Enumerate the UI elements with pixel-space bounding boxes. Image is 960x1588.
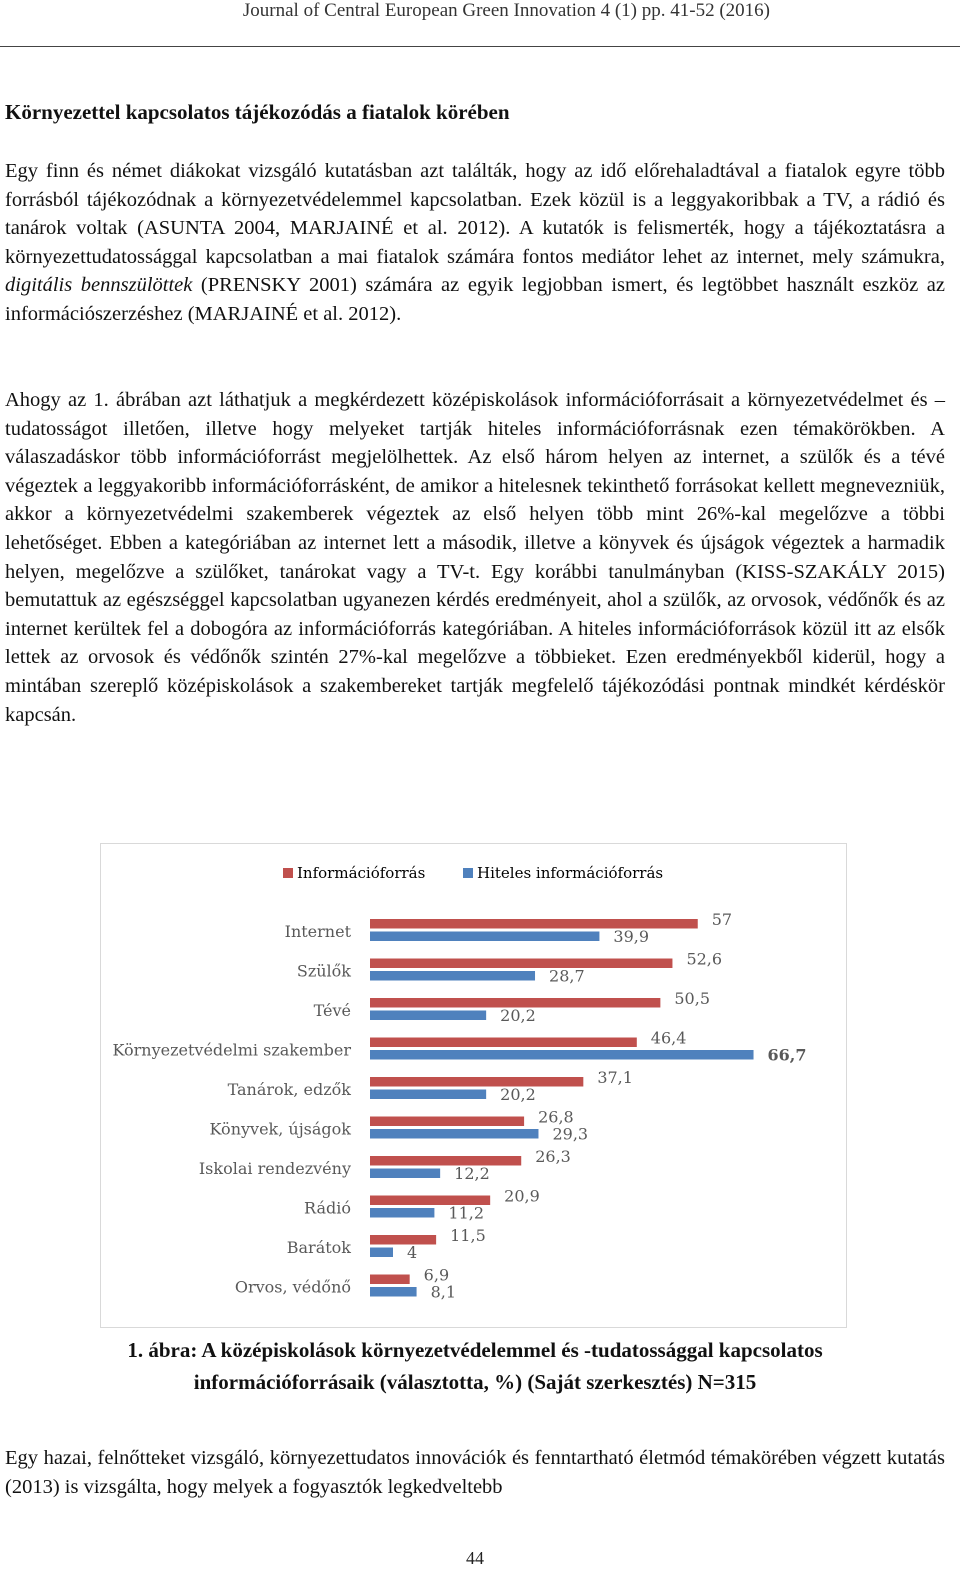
information-sources-bar-chart [100,843,847,1328]
chart-legend [283,864,663,882]
paragraph-3: Egy hazai, felnőtteket vizsgáló, környezettudatos innovációk és fenntartható életmód témakörében végzett kutatás (2013) is vizsgálta, hogy melyek a fogyasztók legkedveltebb [5,1447,945,1498]
data-label-information-source-baratok: 11,5 [450,1226,486,1245]
paragraph-1 [5,157,945,329]
bar-information-source-iskolai-rendezveny [370,1156,521,1166]
data-label-credible-source-konyvek-ujsagok: 29,3 [552,1124,589,1144]
data-label-information-source-konyvek-ujsagok: 26,8 [538,1107,574,1127]
data-label-credible-source-teve: 20,2 [500,1006,536,1025]
bar-information-source-tanarok-edzok [370,1077,583,1087]
data-label-credible-source-iskolai-rendezveny: 12,2 [454,1164,490,1183]
data-label-credible-source-tanarok-edzok: 20,2 [500,1085,536,1104]
legend-label-credible-source: Hiteles információforrás [477,864,664,882]
data-label-information-source-teve: 50,5 [674,989,710,1008]
bar-credible-source-baratok [370,1248,393,1258]
header-rule [0,46,960,47]
bar-credible-source-kornyezetvedelmi-szakember [370,1050,754,1060]
bar-credible-source-internet [370,932,599,942]
paragraph-1-part-b: (PRENSKY 2001) számára az egyik legjobban ismert, és legtöbbet használt eszköz az információszerzéshez (MARJAINÉ et al. 2012). [5,274,945,325]
data-label-information-source-iskolai-rendezveny: 26,3 [535,1147,571,1166]
bar-information-source-orvos-vedono [370,1275,410,1285]
category-label-szulok: Szülők [296,961,351,981]
data-label-information-source-orvos-vedono: 6,9 [423,1265,450,1285]
data-label-information-source-internet: 57 [711,910,733,929]
figure-caption [0,1334,950,1398]
data-label-information-source-tanarok-edzok: 37,1 [597,1068,633,1087]
journal-header: Journal of Central European Green Innovation 4 (1) pp. 41-52 (2016) [242,0,770,21]
data-label-credible-source-orvos-vedono: 8,1 [430,1282,457,1302]
legend-swatch-information-source [283,868,293,878]
paragraph-2: Ahogy az 1. ábrában azt láthatjuk a megkérdezett középiskolások információforrásait a környezetvédelmet és – tudatosságot illetően, illetve hogy melyeket tartják hiteles információforrásnak ezen témakörökben. A válaszadáskor több információforrást megjelölhettek. Az első három helyen az internet, a szülők és a tévé végeztek a leggyakoribb információforrásként, de amikor a hitelesnek tekinthető forrásokat kellett megnevezniük, akkor a környezetvédelmi szakemberek végeztek az első helyen több mint 26%-kal megelőzve a többi lehetőséget. Ebben a kategóriában az internet lett a második, illetve a könyvek és újságok végeztek a harmadik helyen, megelőzve a szülőket, tanárokat vagy a TV-t. Egy korábbi tanulmányban (KISS-SZAKÁLY 2015) bemutattuk az egészséggel kapcsolatban ugyanezen kérdés eredményeit, ahol a szülők, az orvosok, védőnők és az internet kerültek fel a dobogóra az információforrás kategóriában. A hiteles információforrások közül itt az elsők lettek az orvosok és védőnők szintén 27%-kal megelőzve a többieket. Ezen eredményekből kiderül, hogy a mintában szereplő középiskolások a szakembereket tartják megfelelő tájékozódási pontnak mindkét kérdéskör kapcsán. [5,389,945,726]
data-label-information-source-szulok: 52,6 [686,949,723,969]
bar-credible-source-konyvek-ujsagok [370,1129,538,1139]
legend-label-information-source: Információforrás [297,864,426,882]
bar-credible-source-teve [370,1011,486,1021]
bar-credible-source-iskolai-rendezveny [370,1169,440,1179]
category-label-konyvek-ujsagok: Könyvek, újságok [209,1119,351,1139]
category-label-iskolai-rendezveny: Iskolai rendezvény [198,1159,351,1178]
bar-credible-source-szulok [370,971,535,981]
chart-plot-area [112,910,806,1302]
page-header [0,0,960,46]
section-title: Környezettel kapcsolatos tájékozódás a fiatalok körében [5,100,510,124]
figure-caption-line-2: információforrásaik (választotta, %) (Saját szerkesztés) N=315 [193,1370,757,1394]
bar-information-source-szulok [370,959,672,969]
data-label-information-source-radio: 20,9 [504,1186,540,1206]
data-label-credible-source-kornyezetvedelmi-szakember: 66,7 [767,1045,807,1065]
category-label-internet: Internet [284,922,351,941]
bar-credible-source-radio [370,1208,434,1218]
paragraph-1-emphasis: digitális bennszülöttek [5,274,193,297]
bar-information-source-baratok [370,1235,436,1245]
paragraph-1-part-a: Egy finn és német diákokat vizsgáló kutatásban azt találták, hogy az idő előrehaladtával a fiatalok egyre több forrásból tájékozódnak a környezetvédelemmel kapcsolatban. Ezek közül is a leggyakoribbak a TV, a rádió és tanárok voltak (ASUNTA 2004, MARJAINÉ et al. 2012). A kutatók is felismerték, hogy a tájékoztatásra a környezettudatossággal kapcsolatban a mai fiatalok számára fontos mediátor lehet az internet, mely számukra, [5,160,945,268]
data-label-credible-source-radio: 11,2 [448,1203,485,1223]
data-label-credible-source-szulok: 28,7 [549,966,585,986]
category-label-orvos-vedono: Orvos, védőnő [234,1277,351,1297]
page-number: 44 [466,1548,484,1568]
data-label-credible-source-internet: 39,9 [613,927,650,946]
legend-swatch-credible-source [463,868,473,878]
bar-information-source-kornyezetvedelmi-szakember [370,1038,637,1048]
bar-credible-source-tanarok-edzok [370,1090,486,1100]
data-label-credible-source-baratok: 4 [407,1243,418,1262]
category-label-radio: Rádió [304,1198,351,1218]
category-label-baratok: Barátok [286,1238,351,1257]
category-label-kornyezetvedelmi-szakember: Környezetvédelmi szakember [112,1040,351,1060]
bar-credible-source-orvos-vedono [370,1287,417,1297]
category-label-tanarok-edzok: Tanárok, edzők [227,1080,351,1099]
data-label-information-source-kornyezetvedelmi-szakember: 46,4 [650,1028,687,1048]
bar-information-source-konyvek-ujsagok [370,1117,524,1127]
figure-caption-line-1: 1. ábra: A középiskolások környezetvédelemmel és -tudatossággal kapcsolatos [127,1338,823,1362]
category-label-teve: Tévé [313,1001,351,1020]
